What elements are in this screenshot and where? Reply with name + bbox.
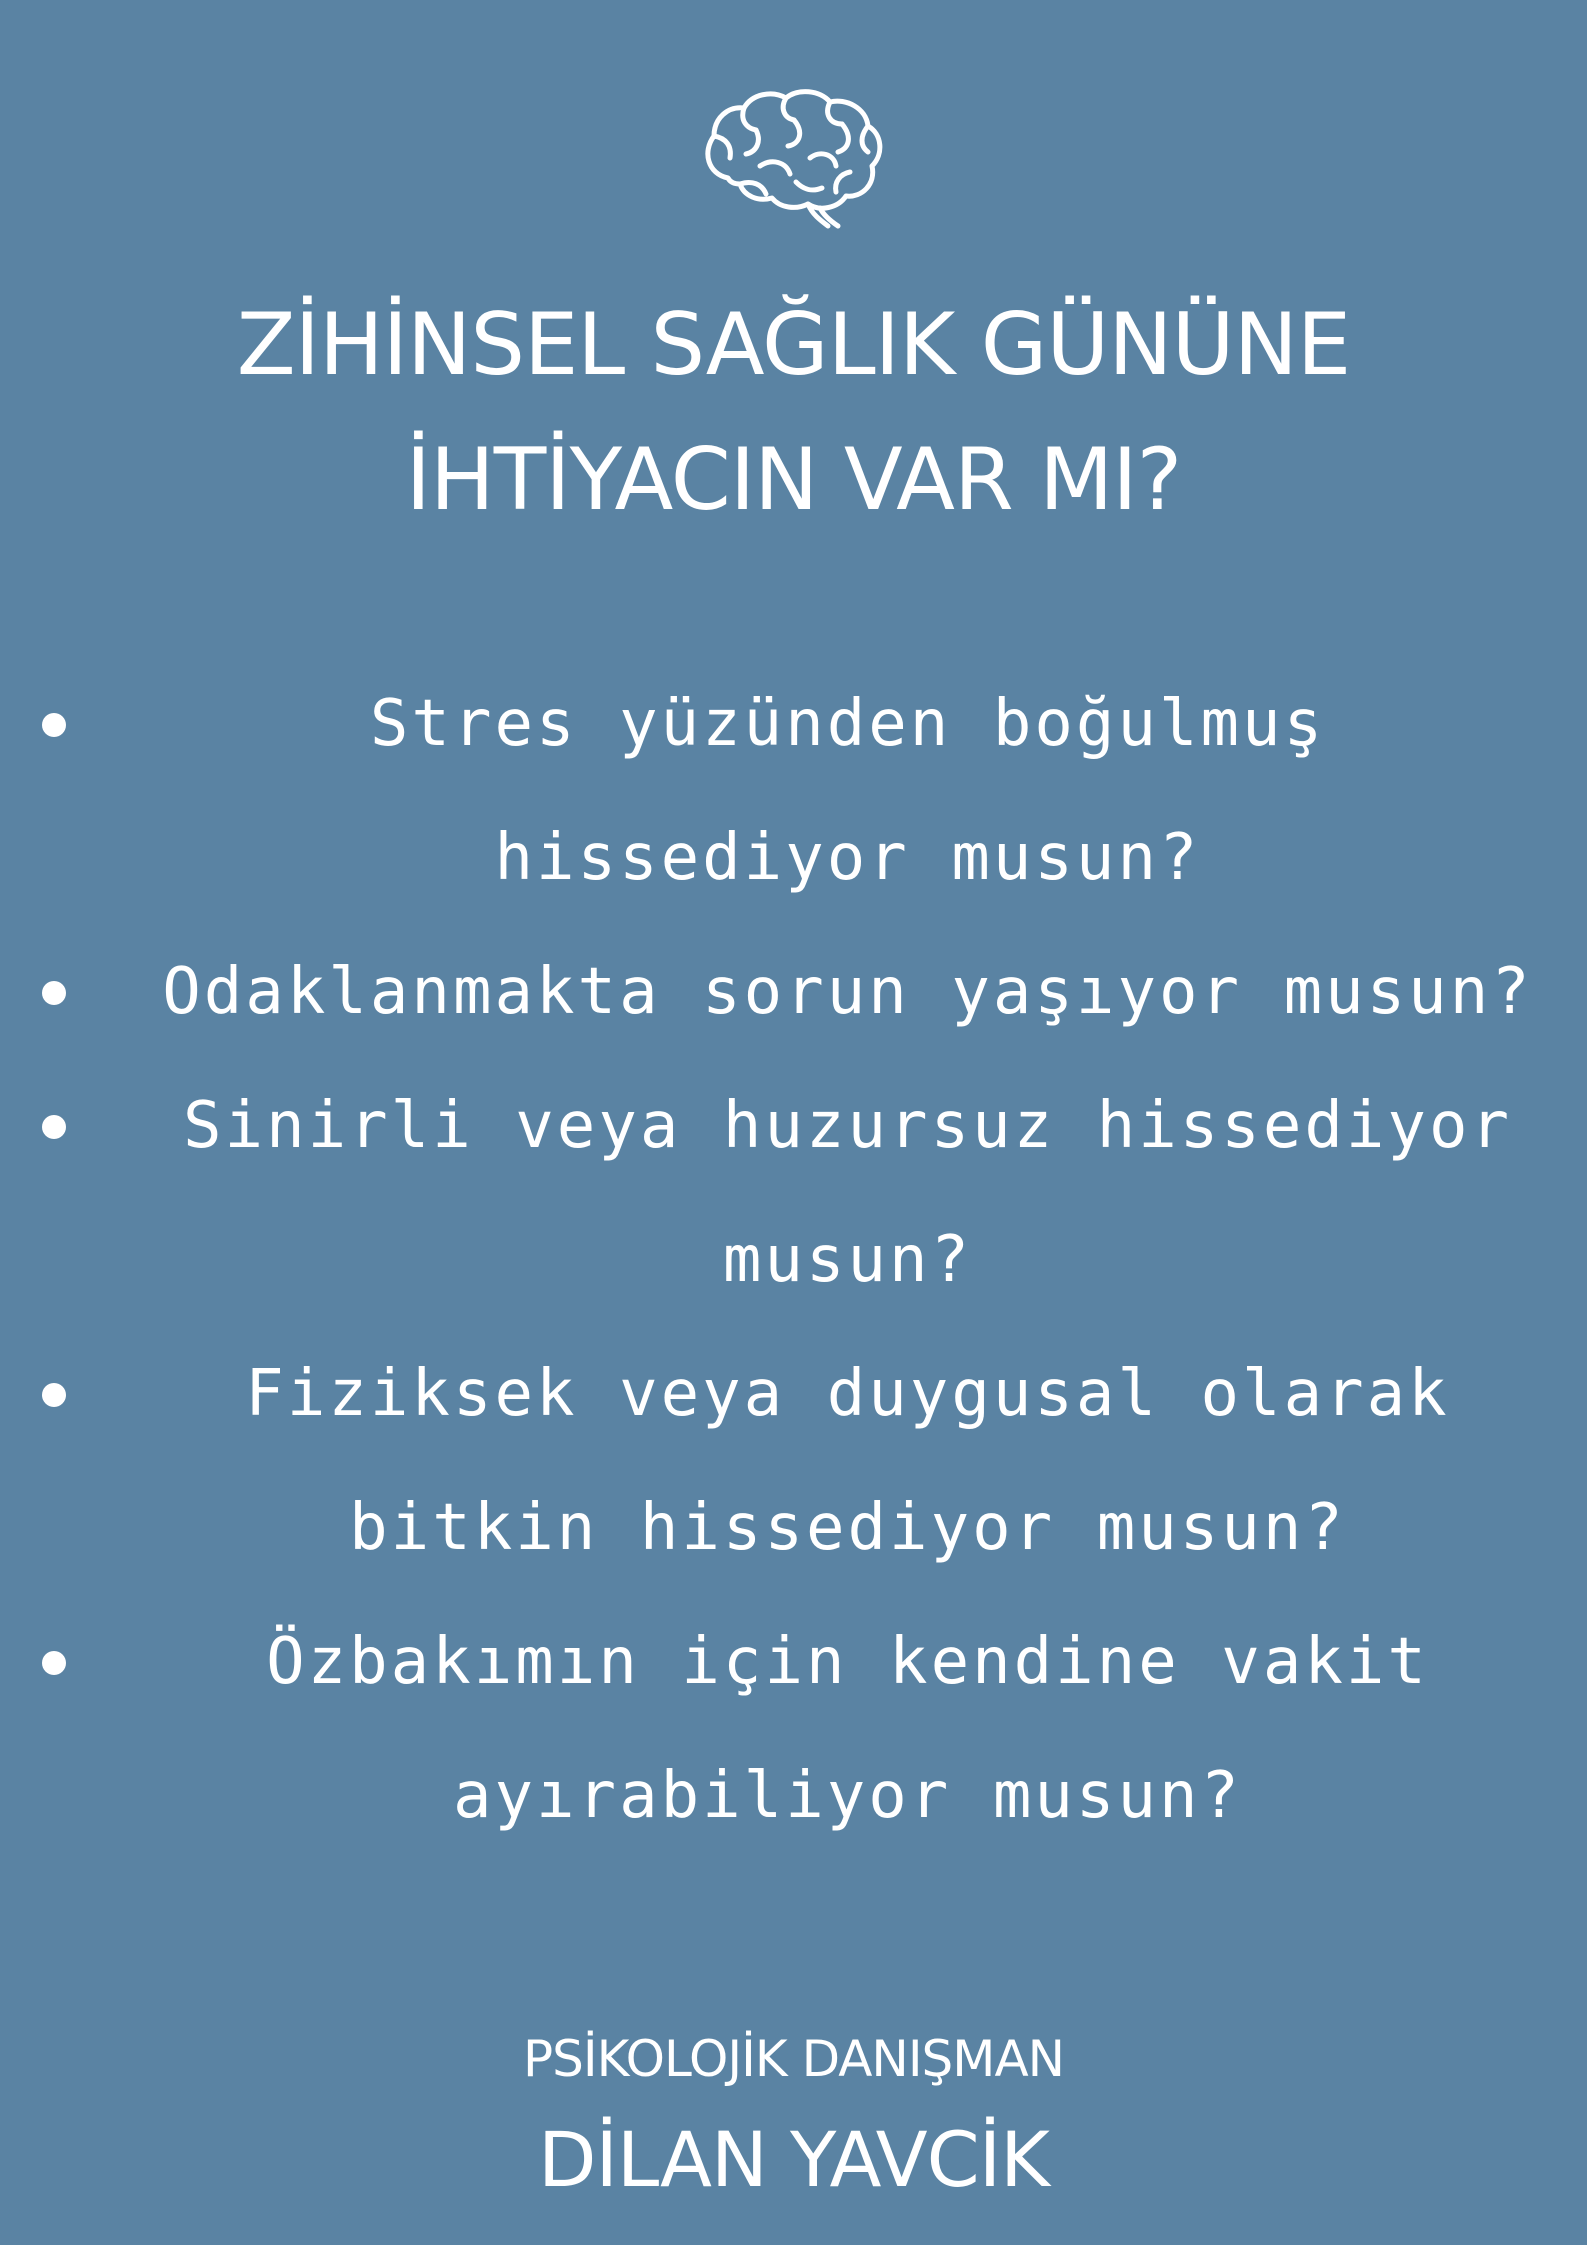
list-item [0, 1327, 1587, 1595]
page-title [0, 278, 1587, 548]
question-text: Stres yüzünden boğulmuş hissediyor musun? [369, 687, 1326, 895]
title-line-2: İHTİYACIN VAR MI? [405, 430, 1182, 530]
question-text: Odaklanmakta sorun yaşıyor musun? [162, 955, 1533, 1029]
question-list [0, 657, 1587, 1863]
bullet-icon [42, 713, 66, 737]
title-line-1: ZİHİNSEL SAĞLIK GÜNÜNE [236, 295, 1351, 395]
bullet-icon [42, 1651, 66, 1675]
question-text: Sinirli veya huzursuz hissediyor musun? [183, 1089, 1512, 1297]
bullet-icon [42, 1115, 66, 1139]
list-item [0, 657, 1587, 925]
brain-icon [700, 88, 884, 232]
list-item [0, 1059, 1587, 1327]
bullet-icon [42, 981, 66, 1005]
author-role: PSİKOLOJİK DANIŞMAN [522, 2030, 1065, 2088]
list-item [0, 1595, 1587, 1863]
question-text: Fiziksek veya duygusal olarak bitkin hissediyor musun? [245, 1357, 1450, 1565]
author-name: DİLAN YAVCİK [538, 2115, 1049, 2204]
bullet-icon [42, 1383, 66, 1407]
list-item [0, 925, 1587, 1059]
question-text: Özbakımın için kendine vakit ayırabiliyor musun? [266, 1625, 1429, 1833]
